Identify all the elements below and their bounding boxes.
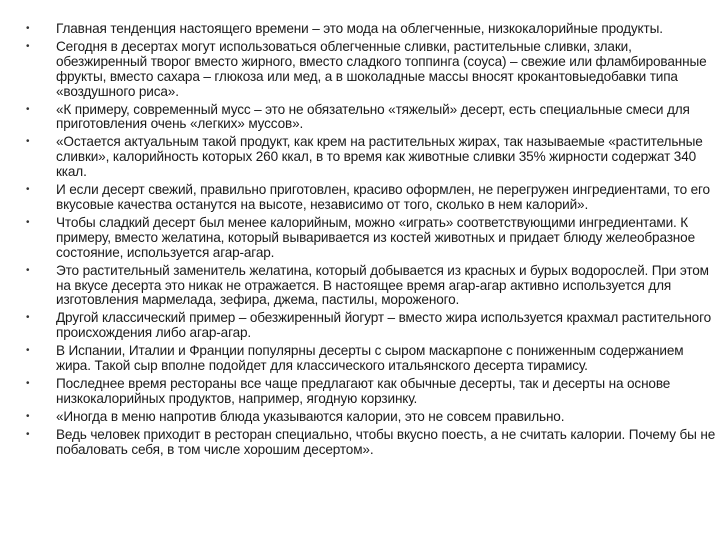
list-item bbox=[26, 428, 716, 458]
bullet-icon: • bbox=[26, 103, 30, 115]
list-item-text: Главная тенденция настоящего времени – это мода на облегченные, низкокалорийные продукты. bbox=[56, 21, 663, 36]
list-item-text: Это растительный заменитель желатина, который добывается из красных и бурых водорослей. При этом на вкусе десерта это никак не отражается. В настоящее время агар-агар активно используется для изготовления мармелада, зефира, джема, пастилы, мороженого. bbox=[56, 262, 709, 308]
bullet-icon: • bbox=[26, 345, 30, 357]
list-item-text: Последнее время рестораны все чаще предлагают как обычные десерты, так и десерты на основе низкокалорийных продуктов, например, ягодную корзинку. bbox=[56, 375, 671, 406]
bullet-icon: • bbox=[26, 40, 30, 52]
list-item-text: Другой классический пример – обезжиренный йогурт – вместо жира используется крахмал растительного происхождения либо агар-агар. bbox=[56, 310, 712, 341]
list-item-text: Сегодня в десертах могут использоваться облегченные сливки, растительные сливки, злаки, обезжиренный творог вместо жирного, вместо сладкого топпинга (соуса) – свежие или фламбированные фрукты, вместо сахара – глюкоза или мед, а в шоколадные массы вносят крокантовыедобавки типа «воздушного риса». bbox=[56, 38, 707, 99]
bullet-list bbox=[26, 22, 716, 460]
bullet-icon: • bbox=[26, 23, 30, 34]
bullet-icon: • bbox=[26, 312, 30, 324]
list-item bbox=[26, 311, 716, 341]
bullet-icon: • bbox=[26, 428, 30, 440]
list-item bbox=[26, 103, 716, 133]
bullet-icon: • bbox=[26, 377, 30, 389]
bullet-icon: • bbox=[26, 136, 30, 148]
list-item bbox=[26, 22, 716, 37]
list-item-text: «Иногда в меню напротив блюда указываются калории, это не совсем правильно. bbox=[56, 408, 565, 424]
list-item bbox=[26, 410, 716, 425]
list-item bbox=[26, 264, 716, 309]
list-item bbox=[26, 377, 716, 407]
list-item-text: В Испании, Италии и Франции популярны десерты с сыром маскарпоне с пониженным содержанием жира. Такой сыр вполне подойдет для классического итальянского десерта тирамису. bbox=[56, 343, 684, 374]
list-item bbox=[26, 40, 716, 100]
list-item bbox=[26, 135, 716, 180]
list-item-text: И если десерт свежий, правильно приготовлен, красиво оформлен, не перегружен ингредиентами, то его вкусовые качества останутся на высоте, независимо от того, сколько в нем калорий». bbox=[56, 182, 710, 212]
bullet-icon: • bbox=[26, 264, 30, 276]
list-item-text: «К примеру, современный мусс – это не обязательно «тяжелый» десерт, есть специальные смеси для приготовления очень «легких» муссов». bbox=[56, 101, 690, 132]
list-item-text: «Остается актуальным такой продукт, как крем на растительных жирах, так называемые «растительные сливки», калорийность которых 260 ккал, в то время как животные сливки 35% жирности содержат 340 ккал. bbox=[56, 134, 703, 180]
bullet-icon: • bbox=[26, 216, 30, 228]
list-item bbox=[26, 344, 716, 374]
list-item bbox=[26, 216, 716, 261]
list-item bbox=[26, 183, 716, 213]
list-item-text: Ведь человек приходит в ресторан специально, чтобы вкусно поесть, а не считать калории. Почему бы не побаловать себя, в том числе хорошим десертом». bbox=[56, 426, 716, 457]
bullet-icon: • bbox=[26, 410, 30, 422]
bullet-icon: • bbox=[26, 184, 30, 196]
list-item-text: Чтобы сладкий десерт был менее калорийным, можно «играть» соответствующими ингредиентами. К примеру, вместо желатина, который вываривается из костей животных и придает блюду желеобразное состояние, используется агар-агар. bbox=[56, 214, 695, 260]
